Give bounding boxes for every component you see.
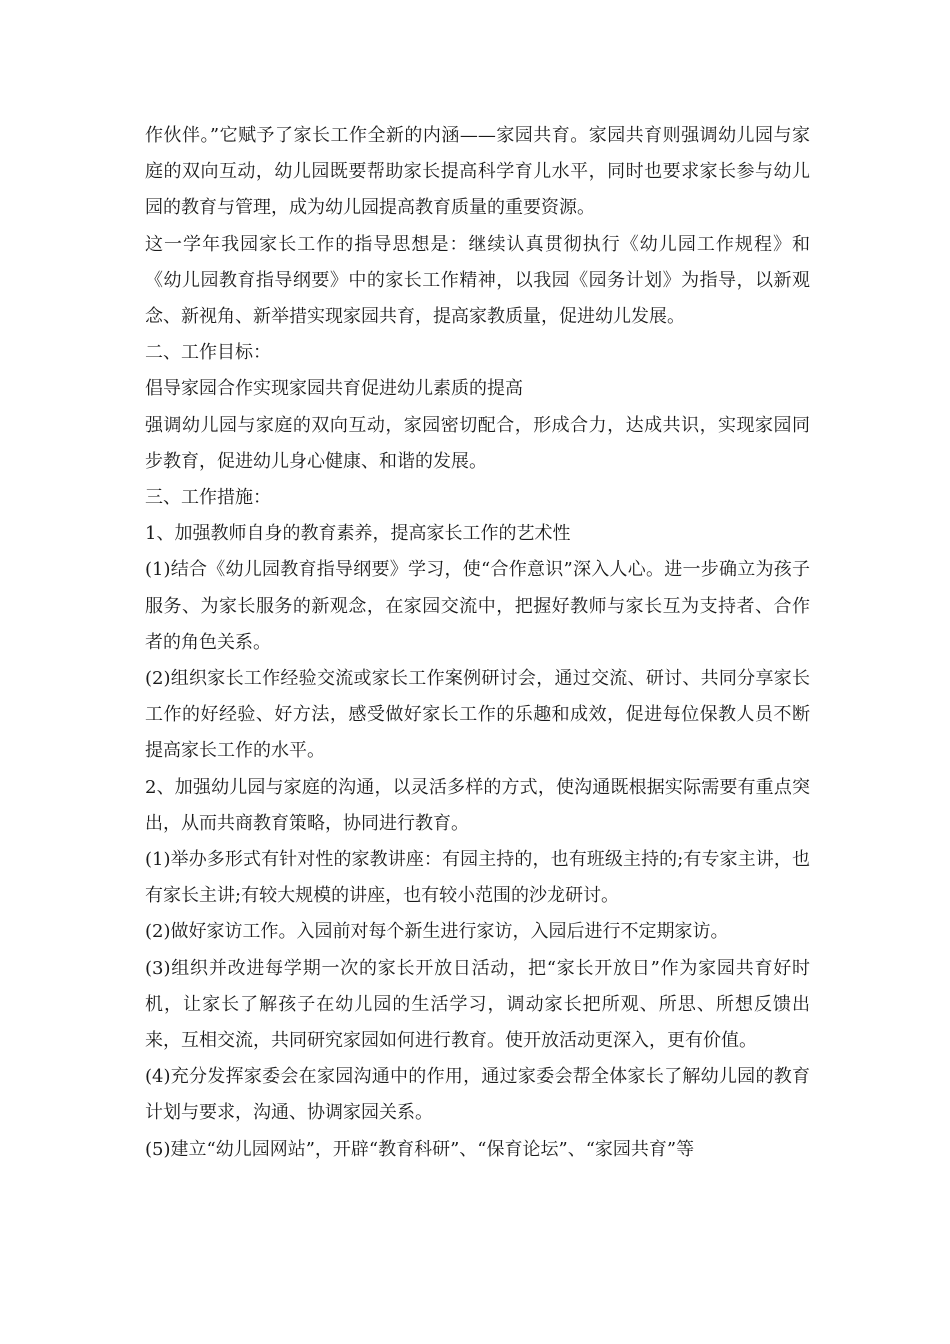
measure-2-item-2: (2)做好家访工作。入园前对每个新生进行家访，入园后进行不定期家访。 [145, 921, 729, 943]
heading-work-measures: 三、工作措施： [145, 487, 271, 509]
measure-1-item-1: (1)结合《幼儿园教育指导纲要》学习，使“合作意识”深入人心。进一步确立为孩子服务、为家长服务的新观念，在家园交流中，把握好教师与家长互为支持者、合作者的角色关系。 [145, 559, 810, 653]
measure-2-item-1: (1)举办多形式有针对性的家教讲座：有园主持的，也有班级主持的;有专家主讲，也有家长主讲;有较大规模的讲座，也有较小范围的沙龙研讨。 [145, 849, 810, 907]
measure-2-item-5: (5)建立“幼儿园网站”，开辟“教育科研”、“保育论坛”、“家园共育”等 [145, 1138, 695, 1160]
heading-work-goals: 二、工作目标： [145, 342, 271, 364]
measure-1-heading: 1、加强教师自身的教育素养，提高家长工作的艺术性 [145, 523, 571, 545]
measure-2-item-3: (3)组织并改进每学期一次的家长开放日活动，把“家长开放日”作为家园共育好时机，让家长了解孩子在幼儿园的生活学习，调动家长把所观、所思、所想反馈出来，互相交流，共同研究家园如何进行教育。使开放活动更深入，更有价值。 [145, 957, 810, 1052]
measure-2-item-4: (4)充分发挥家委会在家园沟通中的作用，通过家委会帮全体家长了解幼儿园的教育计划与要求，沟通、协调家园关系。 [145, 1066, 810, 1124]
paragraph-goal-statement: 倡导家园合作实现家园共育促进幼儿素质的提高 [145, 378, 523, 400]
paragraph-goal-detail: 强调幼儿园与家庭的双向互动，家园密切配合，形成合力，达成共识，实现家园同步教育，促进幼儿身心健康、和谐的发展。 [145, 414, 810, 472]
measure-2-heading: 2、加强幼儿园与家庭的沟通，以灵活多样的方式，使沟通既根据实际需要有重点突出，从而共商教育策略，协同进行教育。 [145, 776, 810, 834]
paragraph-intro-continuation: 作伙伴。”它赋予了家长工作全新的内涵——家园共育。家园共育则强调幼儿园与家庭的双向互动，幼儿园既要帮助家长提高科学育儿水平，同时也要求家长参与幼儿园的教育与管理，成为幼儿园提高教育质量的重要资源。 [145, 125, 810, 219]
document-body [145, 118, 810, 1168]
measure-1-item-2: (2)组织家长工作经验交流或家长工作案例研讨会，通过交流、研讨、共同分享家长工作的好经验、好方法，感受做好家长工作的乐趣和成效，促进每位保教人员不断提高家长工作的水平。 [145, 668, 810, 762]
paragraph-guiding-principle: 这一学年我园家长工作的指导思想是：继续认真贯彻执行《幼儿园工作规程》和《幼儿园教育指导纲要》中的家长工作精神，以我园《园务计划》为指导，以新观念、新视角、新举措实现家园共育，提高家教质量，促进幼儿发展。 [145, 233, 810, 328]
